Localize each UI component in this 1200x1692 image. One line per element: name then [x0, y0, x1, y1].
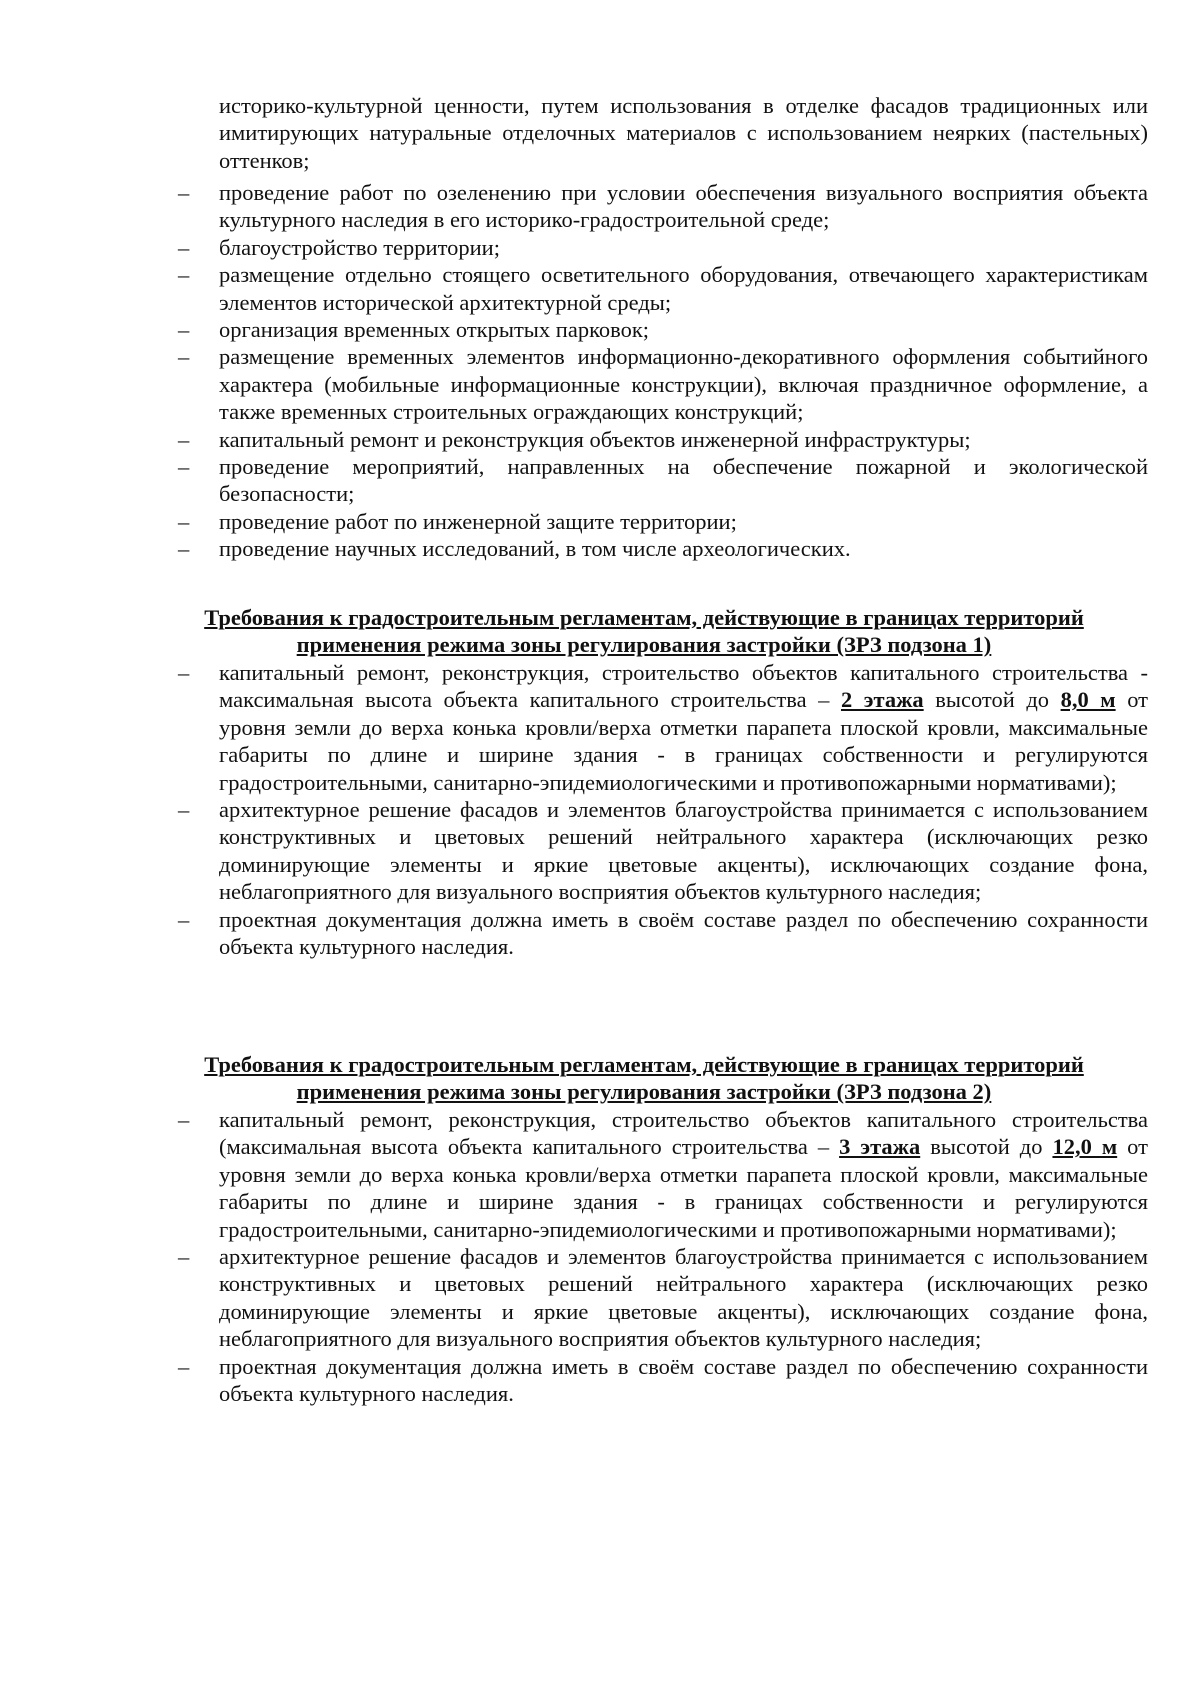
- section2-heading: [140, 1051, 1148, 1106]
- bullet-dash: –: [178, 797, 190, 823]
- bullet-dash: –: [178, 262, 190, 288]
- list-item: – архитектурное решение фасадов и элементов благоустройства принимается с использованием конструктивных и цветовых решений нейтрального характера (исключающих резко доминирующие элементы и яркие цветовые акценты), исключающих создание фона, неблагоприятного для визуального восприятия объектов культурного наследия;: [178, 1244, 1148, 1352]
- list-item: – проектная документация должна иметь в своём составе раздел по обеспечению сохранности объекта культурного наследия.: [178, 1353, 1148, 1407]
- max-height: 8,0 м: [1060, 687, 1116, 713]
- list-item: – проведение мероприятий, направленных на обеспечение пожарной и экологической безопасности;: [178, 454, 1148, 507]
- intro-paragraph: историко-культурной ценности, путем использования в отделке фасадов традиционных или имитирующих натуральные отделочных материалов с использованием неярких (пастельных) оттенков;: [219, 93, 1148, 173]
- bullet-dash: –: [178, 1244, 190, 1270]
- list-item: – проведение работ по инженерной защите территории;: [178, 508, 737, 534]
- list-item: – капитальный ремонт, реконструкция, строительство объектов капитального строительства - максимальная высота объекта капитального строительства – 2 этажа высотой до 8,0 м от уровня земли до верха конька кровли/верха отметки парапета плоской кровли, максимальные габариты по длине и ширине здания - в границах собственности и регулируются градостроительными, санитарно-эпидемиологическими и противопожарными нормативами);: [178, 660, 1148, 795]
- bullet-dash: –: [178, 906, 190, 932]
- section2-list: [178, 1106, 1148, 1407]
- permitted-works-list: [178, 179, 1148, 563]
- list-item: – организация временных открытых парковок;: [178, 317, 650, 343]
- list-item: – капитальный ремонт и реконструкция объектов инженерной инфраструктуры;: [178, 426, 971, 452]
- bullet-dash: –: [178, 1353, 190, 1379]
- max-floors: 2 этажа: [840, 687, 924, 713]
- section1-heading: [140, 604, 1148, 659]
- bullet-dash: –: [178, 426, 190, 452]
- max-floors: 3 этажа: [839, 1134, 921, 1160]
- bullet-dash: –: [178, 536, 190, 562]
- max-height: 12,0 м: [1052, 1134, 1118, 1160]
- list-item: – капитальный ремонт, реконструкция, строительство объектов капитального строительства (максимальная высота объекта капитального строительства – 3 этажа высотой до 12,0 м от уровня земли до верха конька кровли/верха отметки парапета плоской кровли, максимальные габариты по длине и ширине здания - в границах собственности и регулируются градостроительными, санитарно-эпидемиологическими и противопожарными нормативами);: [178, 1107, 1148, 1242]
- list-item: – проведение работ по озеленению при условии обеспечения визуального восприятия объекта культурного наследия в его историко-градостроительной среде;: [178, 180, 1148, 233]
- bullet-dash: –: [178, 317, 190, 343]
- section2-heading-line2: применения режима зоны регулирования застройки (ЗРЗ подзона 2): [296, 1079, 992, 1105]
- list-item: – проектная документация должна иметь в своём составе раздел по обеспечению сохранности объекта культурного наследия.: [178, 906, 1148, 960]
- list-item: – благоустройство территории;: [178, 234, 500, 260]
- list-item: – размещение временных элементов информационно-декоративного оформления событийного характера (мобильные информационные конструкции), включая праздничное оформление, а также временных строительных ограждающих конструкций;: [178, 344, 1148, 425]
- section1-heading-line1: Требования к градостроительным регламентам, действующие в границах территорий: [204, 605, 1084, 630]
- bullet-dash: –: [178, 454, 190, 480]
- bullet-dash: –: [178, 508, 190, 534]
- section2-heading-line1: Требования к градостроительным регламентам, действующие в границах территорий: [204, 1052, 1084, 1077]
- bullet-dash: –: [178, 344, 190, 370]
- bullet-dash: –: [178, 180, 190, 205]
- bullet-dash: –: [178, 660, 190, 685]
- list-item: – размещение отдельно стоящего осветительного оборудования, отвечающего характеристикам элементов исторической архитектурной среды;: [178, 262, 1148, 315]
- list-item: – проведение научных исследований, в том числе археологических.: [178, 536, 851, 562]
- list-item: – архитектурное решение фасадов и элементов благоустройства принимается с использованием конструктивных и цветовых решений нейтрального характера (исключающих резко доминирующие элементы и яркие цветовые акценты), исключающих создание фона, неблагоприятного для визуального восприятия объектов культурного наследия;: [178, 797, 1148, 905]
- section1-list: [178, 659, 1148, 960]
- bullet-dash: –: [178, 1107, 190, 1132]
- section1-heading-line2: применения режима зоны регулирования застройки (ЗРЗ подзона 1): [296, 632, 992, 658]
- bullet-dash: –: [178, 234, 190, 260]
